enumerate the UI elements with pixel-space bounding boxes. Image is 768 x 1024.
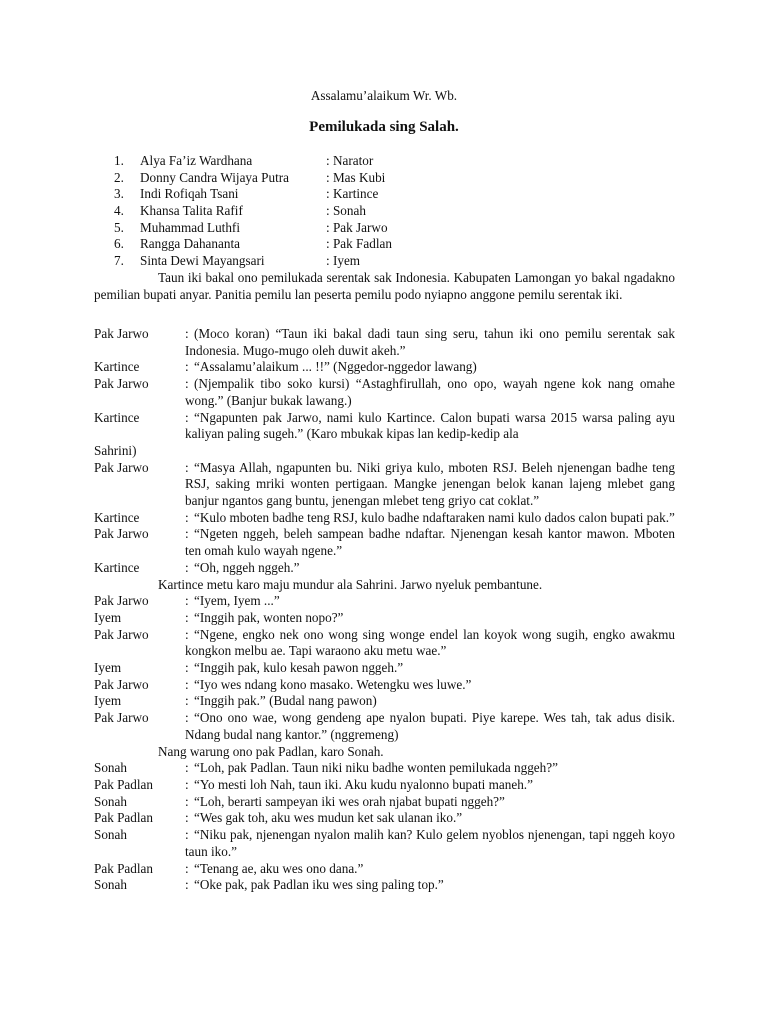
cast-number: 6. [114, 236, 124, 252]
cast-role: : Sonah [326, 203, 366, 219]
greeting: Assalamu’alaikum Wr. Wb. [310, 88, 458, 103]
dialog-line [94, 326, 675, 359]
cast-number: 7. [114, 253, 124, 269]
dialog-text: “Kulo mboten badhe teng RSJ, kulo badhe ndaftaraken nami kulo dados calon bupati pak.” [194, 509, 675, 525]
cast-number: 5. [114, 219, 124, 235]
cast-role: : Iyem [326, 253, 361, 269]
dialog-text: “Iyo wes ndang kono masako. Wetengku wes luwe.” [194, 676, 472, 692]
cast-name: Indi Rofiqah Tsani [140, 186, 239, 202]
dialog-script [94, 326, 675, 894]
speaker-name: Pak Jarwo [94, 326, 149, 341]
cast-number: 1. [114, 153, 124, 168]
cast-list [114, 153, 514, 270]
dialog-line [94, 710, 675, 743]
dialog-line [94, 827, 675, 860]
dialog-text: “Yo mesti loh Nah, taun iki. Aku kudu nyalonno bupati maneh.” [194, 776, 533, 792]
speaker-name: Iyem [94, 693, 122, 709]
speaker-colon: : [185, 710, 189, 726]
cast-name: Donny Candra Wijaya Putra [140, 169, 290, 185]
dialog-text: “Assalamu’alaikum ... !!” (Nggedor-nggedor lawang) [194, 359, 477, 375]
speaker-colon: : [185, 626, 189, 642]
dialog-text: “Inggih pak, wonten nopo?” [194, 609, 344, 625]
page-title: Pemilukada sing Salah. [309, 119, 459, 135]
speaker-name: Pak Jarwo [94, 710, 149, 726]
dialog-line [94, 794, 675, 811]
dialog-line [94, 627, 675, 660]
cast-name: Rangga Dahananta [140, 236, 240, 252]
dialog-line [94, 593, 675, 610]
speaker-colon: : [185, 459, 189, 475]
speaker-name: Pak Jarwo [94, 593, 149, 609]
dialog-line [94, 777, 675, 794]
cast-role: : Kartince [326, 186, 379, 202]
stage-direction: Nang warung ono pak Padlan, karo Sonah. [158, 743, 384, 759]
dialog-text: “Inggih pak, kulo kesah pawon nggeh.” [194, 660, 404, 676]
dialog-text: “Inggih pak.” (Budal nang pawon) [194, 693, 377, 709]
dialog-text: “Loh, berarti sampeyan iki wes orah njabat bupati nggeh?” [194, 793, 505, 809]
dialog-line [94, 526, 675, 559]
cast-item [114, 186, 514, 203]
speaker-name: Pak Padlan [94, 860, 153, 876]
dialog-line [94, 693, 675, 710]
dialog-line [94, 677, 675, 694]
speaker-colon: : [185, 509, 189, 525]
cast-role: : Mas Kubi [326, 169, 386, 185]
speaker-name: Pak Jarwo [94, 459, 149, 475]
speaker-name: Pak Jarwo [94, 376, 149, 392]
dialog-text: “Wes gak toh, aku wes mudun ket sak ulanan iko.” [194, 810, 463, 826]
dialog-text: “Ngapunten pak Jarwo, nami kulo Kartince. Calon bupati warsa 2015 warsa paling ayu kaliyan paling sugeh.” (Karo mbukak kipas lan kedip-kedip ala [185, 409, 675, 442]
cast-item [114, 170, 514, 187]
dialog-text-continuation: Sahrini) [94, 442, 137, 458]
dialog-text: “Ono ono wae, wong gendeng ape nyalon bupati. Piye karepe. Wes tah, tak adus disik. Ndang budal nang kantor.” (nggremeng) [185, 710, 675, 742]
speaker-name: Sonah [94, 827, 127, 843]
speaker-name: Kartince [94, 559, 140, 575]
dialog-text: “Tenang ae, aku wes ono dana.” [194, 860, 364, 876]
dialog-line [94, 861, 675, 878]
dialog-line [94, 359, 675, 376]
speaker-name: Sonah [94, 793, 127, 809]
dialog-text: “Iyem, Iyem ...” [194, 593, 280, 609]
speaker-colon: : [185, 526, 189, 542]
speaker-colon: : [185, 810, 189, 826]
speaker-name: Pak Jarwo [94, 626, 149, 642]
cast-role: : Narator [326, 153, 374, 168]
dialog-line [94, 560, 675, 577]
speaker-colon: : [185, 676, 189, 692]
cast-name: Sinta Dewi Mayangsari [140, 253, 265, 269]
cast-number: 2. [114, 169, 124, 185]
dialog-text: “Loh, pak Padlan. Taun niki niku badhe wonten pemilukada nggeh?” [194, 760, 558, 776]
speaker-colon: : [185, 827, 189, 843]
cast-number: 3. [114, 186, 124, 202]
stage-direction: Kartince metu karo maju mundur ala Sahrini. Jarwo nyeluk pembantune. [158, 576, 543, 592]
dialog-text: (Njempalik tibo soko kursi) “Astaghfirullah, ono opo, wayah ngene kok nang omahe wong.” (Banjur bukak lawang.) [185, 376, 675, 408]
speaker-colon: : [185, 660, 189, 676]
dialog-line [94, 660, 675, 677]
dialog-line [94, 877, 675, 894]
dialog-line [94, 510, 675, 527]
dialog-text: “Ngene, engko nek ono wong sing wonge endel lan koyok wong sugih, engko awakmu kongkon melbu ae. Tapi waraono aku metu wae.” [185, 626, 675, 659]
speaker-name: Iyem [94, 609, 122, 625]
speaker-colon: : [185, 609, 189, 625]
dialog-line [94, 410, 675, 443]
dialog-text: (Moco koran) “Taun iki bakal dadi taun sing seru, tahun iki ono pemilu serentak sak Indonesia. Mugo-mugo oleh duwit akeh.” [185, 326, 675, 358]
speaker-name: Pak Jarwo [94, 526, 149, 542]
speaker-colon: : [185, 793, 189, 809]
cast-name: Muhammad Luthfi [140, 219, 240, 235]
cast-item [114, 203, 514, 220]
speaker-colon: : [185, 877, 189, 893]
speaker-colon: : [185, 359, 189, 375]
speaker-name: Pak Padlan [94, 776, 153, 792]
cast-item [114, 236, 514, 253]
speaker-colon: : [185, 860, 189, 876]
speaker-colon: : [185, 693, 189, 709]
speaker-name: Pak Padlan [94, 810, 153, 826]
speaker-colon: : [185, 409, 189, 425]
speaker-name: Kartince [94, 409, 140, 425]
speaker-colon: : [185, 760, 189, 776]
dialog-line [94, 810, 675, 827]
speaker-name: Kartince [94, 359, 140, 375]
speaker-colon: : [185, 776, 189, 792]
cast-name: Alya Fa’iz Wardhana [140, 153, 253, 168]
cast-name: Khansa Talita Rafif [140, 203, 243, 219]
dialog-line [94, 760, 675, 777]
speaker-name: Sonah [94, 877, 127, 893]
cast-item [114, 220, 514, 237]
speaker-colon: : [185, 376, 189, 392]
dialog-line [94, 460, 675, 510]
intro-paragraph: Taun iki bakal ono pemilukada serentak sak Indonesia. Kabupaten Lamongan yo bakal ngadakno pemilian bupati anyar. Panitia pemilu lan peserta pemilu podo nyiapno anggone pemilu serentak iki. [94, 270, 675, 302]
speaker-colon: : [185, 593, 189, 609]
speaker-colon: : [185, 559, 189, 575]
cast-item [114, 153, 514, 170]
cast-role: : Pak Jarwo [326, 219, 388, 235]
dialog-text: “Niku pak, njenengan nyalon malih kan? Kulo gelem nyoblos njenengan, tapi nggeh koyo taun iko.” [185, 827, 675, 859]
dialog-text: “Ngeten nggeh, beleh sampean badhe ndaftar. Njenengan kesah kantor mawon. Mboten ten omah kulo wayah ngene.” [185, 526, 675, 559]
speaker-colon: : [185, 326, 189, 341]
speaker-name: Iyem [94, 660, 122, 676]
cast-number: 4. [114, 203, 124, 219]
cast-item [114, 253, 514, 270]
dialog-text: “Oh, nggeh nggeh.” [194, 559, 300, 575]
speaker-name: Sonah [94, 760, 127, 776]
speaker-name: Pak Jarwo [94, 676, 149, 692]
speaker-name: Kartince [94, 509, 140, 525]
dialog-line [94, 376, 675, 409]
dialog-text: “Oke pak, pak Padlan iku wes sing paling top.” [194, 877, 444, 893]
dialog-text: “Masya Allah, ngapunten bu. Niki griya kulo, mboten RSJ. Beleh njenengan badhe teng RSJ, saking mriki wonten pertigaan. Mangke jenengan belok kanan lajeng mlebet gang banjur ngantos gang buntu, jenengan mlebet teng griyo cat coklat.” [185, 459, 675, 509]
dialog-line [94, 610, 675, 627]
cast-role: : Pak Fadlan [326, 236, 392, 252]
